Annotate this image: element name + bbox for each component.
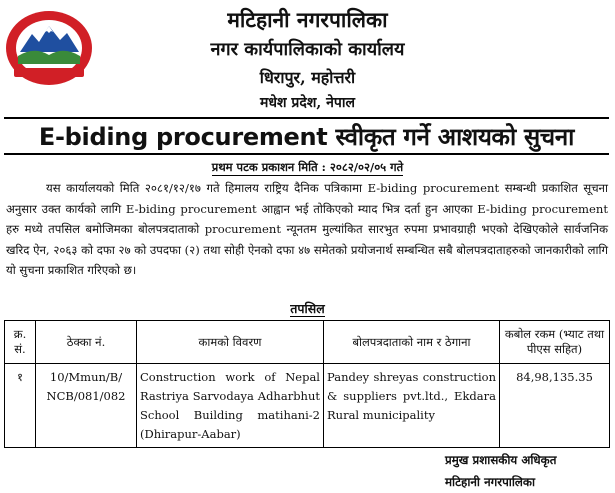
award-table	[4, 320, 610, 448]
office-name: नगर कार्यपालिकाको कार्यालय	[210, 39, 405, 60]
signatory-org: मटिहानी नगरपालिका	[445, 475, 536, 489]
province-line: मधेश प्रदेश, नेपाल	[260, 95, 355, 111]
signatory-title: प्रमुख प्रशासकीय अधिकृत	[445, 453, 557, 467]
notice-title: E-biding procurement स्वीकृत गर्ने आशयको सुचना	[4, 117, 609, 155]
notice-body: यस कार्यालयको मिति २०८१/१२/१७ गते हिमालय राष्ट्रिय दैनिक पत्रिकामा E-biding procurement सम्बन्धी प्रकाशित सूचना अनुसार उक्त कार्यको लागि E-biding procurement आह्वान भई तोकिएको म्याद भित्र दर्ता हुन आएका E-biding procurement हरु मध्ये तपसिल बमोजिमका बोलपत्रदाताको procurement न्यूनतम मुल्यांकित सारभुत रुपमा प्रभावग्राही भएको देखिएकोले सार्वजनिक खरिद ऐन, २०६३ को दफा २७ को उपदफा (२) तथा सोही ऐनको दफा ४७ समेतको प्रयोजनार्थ सम्बन्धित सबै बोलपत्रदाताहरुको जानकारीको लागि यो सुचना प्रकाशित गरिएको छ।	[6, 181, 608, 278]
details-heading: तपसिल	[290, 301, 325, 316]
office-location: धिरापुर, महोत्तरी	[259, 68, 356, 87]
table-row	[5, 364, 610, 448]
municipality-name: मटिहानी नगरपालिका	[227, 7, 388, 32]
publication-date: प्रथम पटक प्रकाशन मिति : २०८२/०२/०५ गते	[211, 160, 404, 174]
cell-contract-no: 10/Mmun/B/ NCB/081/082	[36, 364, 137, 448]
header-contract-no: ठेक्का नं.	[36, 321, 137, 364]
header-bidder: बोलपत्रदाताको नाम र ठेगाना	[324, 321, 500, 364]
table-header-row	[5, 321, 610, 364]
cell-amount: 84,98,135.35	[500, 364, 610, 448]
header-description: कामको विवरण	[137, 321, 324, 364]
cell-bidder: Pandey shreyas construction & suppliers pvt.ltd., Ekdara Rural municipality	[324, 364, 500, 448]
cell-sn: १	[5, 364, 36, 448]
header-sn: क्र. सं.	[5, 321, 36, 364]
cell-description: Construction work of Nepal Rastriya Sarvodaya Adharbhut School Building matihani-2 (Dhirapur-Aabar)	[137, 364, 324, 448]
header-amount: कबोल रकम (भ्याट तथा पीएस सहित)	[500, 321, 610, 364]
publication-date-line	[0, 160, 615, 175]
details-heading-line	[0, 300, 615, 317]
